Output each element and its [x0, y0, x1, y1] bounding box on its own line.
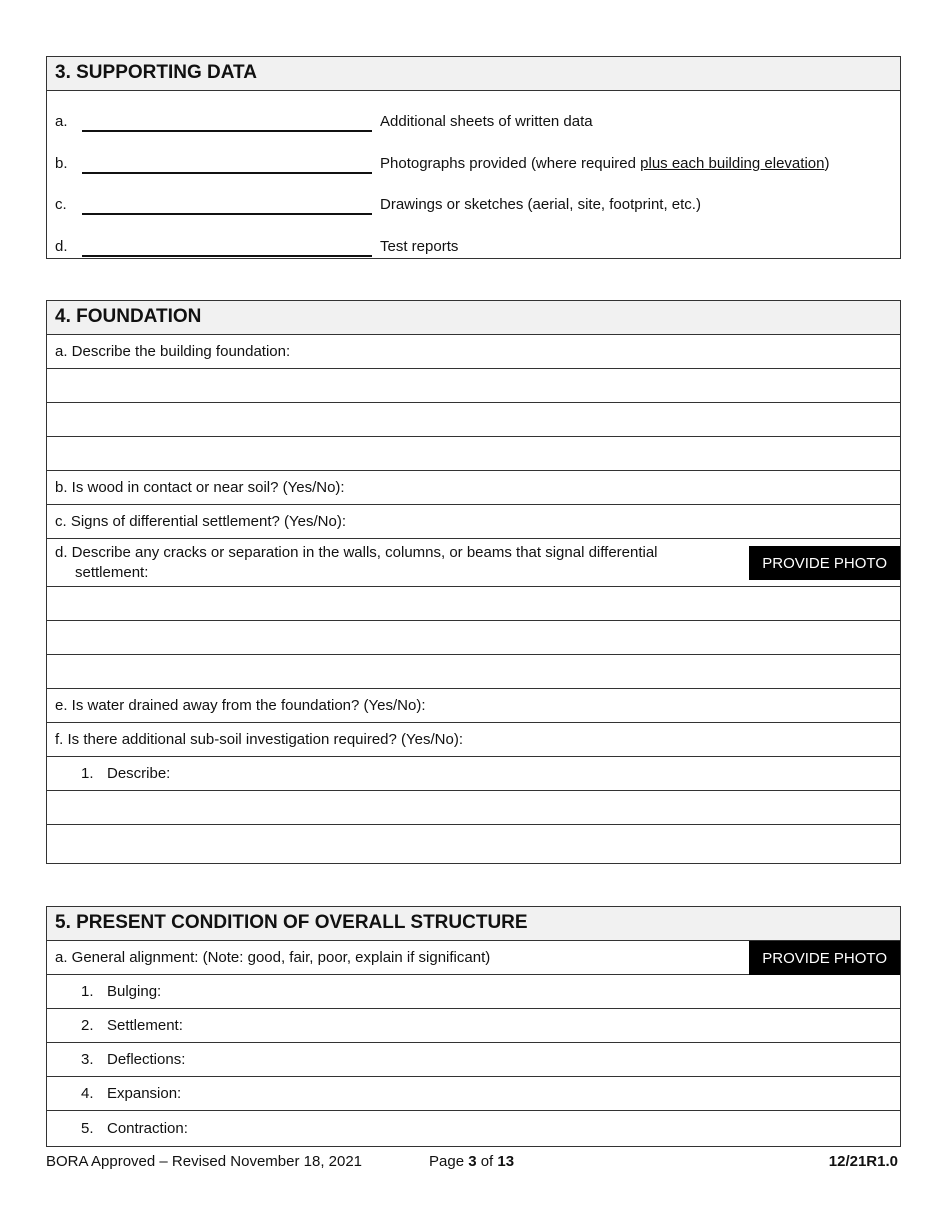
- foundation-answer-line[interactable]: [47, 587, 900, 621]
- supporting-item-b: b. Photographs provided (where required plus each building elevation): [55, 155, 830, 172]
- foundation-answer-line[interactable]: [47, 369, 900, 403]
- provide-photo-button[interactable]: PROVIDE PHOTO: [749, 546, 900, 580]
- foundation-answer-line[interactable]: [47, 791, 900, 825]
- footer-revision: 12/21R1.0: [828, 1153, 898, 1170]
- structure-item-expansion[interactable]: 4. Expansion:: [47, 1077, 900, 1111]
- structure-item-bulging[interactable]: 1. Bulging:: [47, 975, 900, 1009]
- structure-question-a: a. General alignment: (Note: good, fair, poor, explain if significant) PROVIDE PHOTO: [47, 941, 900, 975]
- foundation-question-c[interactable]: c. Signs of differential settlement? (Yes/No):: [47, 505, 900, 539]
- section-3-title: 3. SUPPORTING DATA: [47, 57, 900, 91]
- foundation-question-f[interactable]: f. Is there additional sub-soil investigation required? (Yes/No):: [47, 723, 900, 757]
- structure-item-contraction[interactable]: 5. Contraction:: [81, 1119, 188, 1137]
- supporting-item-b-field[interactable]: [82, 172, 372, 174]
- supporting-item-c-field[interactable]: [82, 213, 372, 215]
- foundation-answer-line[interactable]: [47, 825, 900, 859]
- supporting-data-section: [46, 56, 901, 259]
- structure-item-settlement[interactable]: 2. Settlement:: [47, 1009, 900, 1043]
- supporting-item-d: d. Test reports: [55, 238, 459, 255]
- foundation-answer-line[interactable]: [47, 621, 900, 655]
- section-5-title: 5. PRESENT CONDITION OF OVERALL STRUCTURE: [47, 907, 900, 941]
- supporting-item-a-field[interactable]: [82, 130, 372, 132]
- page-footer: [46, 1153, 898, 1173]
- foundation-question-d: d. Describe any cracks or separation in the walls, columns, or beams that signal differential settlement: PROVIDE PHOTO: [47, 539, 900, 587]
- footer-approval: BORA Approved – Revised November 18, 2021: [46, 1153, 363, 1170]
- supporting-item-a: a. Additional sheets of written data: [55, 113, 593, 130]
- foundation-question-b[interactable]: b. Is wood in contact or near soil? (Yes/No):: [47, 471, 900, 505]
- supporting-item-d-field[interactable]: [82, 255, 372, 257]
- footer-page-number: Page 3 of 13: [429, 1153, 515, 1170]
- section-4-title: 4. FOUNDATION: [47, 301, 900, 335]
- foundation-question-e[interactable]: e. Is water drained away from the foundation? (Yes/No):: [47, 689, 900, 723]
- supporting-item-c: c. Drawings or sketches (aerial, site, footprint, etc.): [55, 196, 701, 213]
- foundation-question-f-describe: 1. Describe:: [47, 757, 900, 791]
- foundation-answer-line[interactable]: [47, 437, 900, 471]
- foundation-answer-line[interactable]: [47, 655, 900, 689]
- foundation-answer-line[interactable]: [47, 403, 900, 437]
- foundation-question-a: a. Describe the building foundation:: [47, 335, 900, 369]
- overall-structure-section: [46, 906, 901, 1147]
- provide-photo-button[interactable]: PROVIDE PHOTO: [749, 941, 900, 975]
- foundation-section: [46, 300, 901, 864]
- structure-item-deflections[interactable]: 3. Deflections:: [47, 1043, 900, 1077]
